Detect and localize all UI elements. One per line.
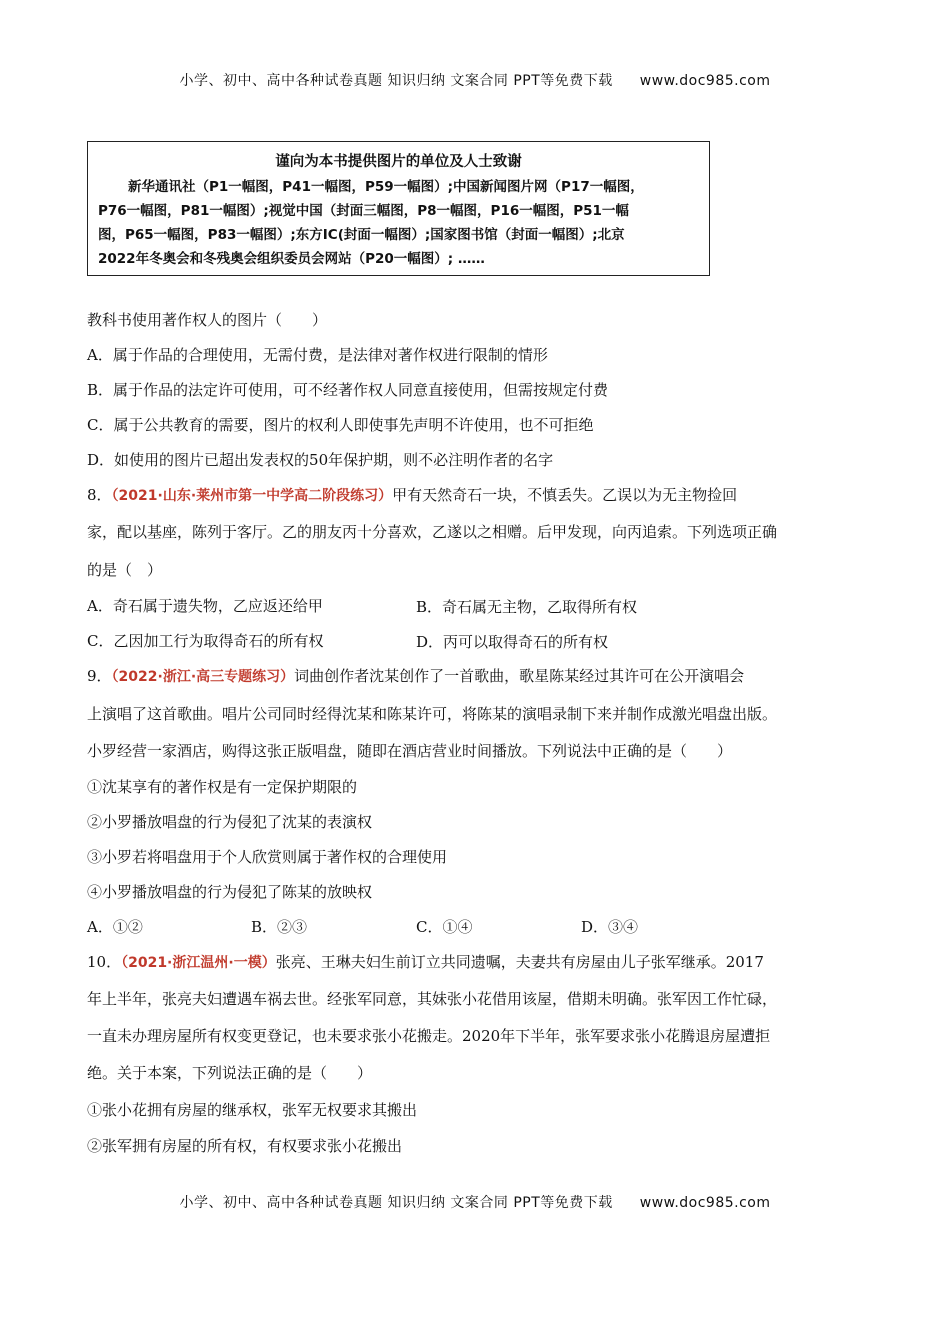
q10-stem-line1 [87, 952, 764, 973]
q8-option-b: B．奇石属无主物，乙取得所有权 [416, 598, 638, 616]
footer-url[interactable]: www.doc985.com [639, 1195, 771, 1211]
q9-number: 9． [87, 667, 112, 685]
q9-stem-line3: 小罗经营一家酒店，购得这张正版唱盘，随即在酒店营业时间播放。下列说法中正确的是（ ） [87, 742, 733, 760]
header-text: 小学、初中、高中各种试卷真题 知识归纳 文案合同 PPT等免费下载 [179, 73, 613, 89]
q9-stem-line2: 上演唱了这首歌曲。唱片公司同时经得沈某和陈某许可，将陈某的演唱录制下来并制作成激光唱盘出版。 [87, 705, 778, 723]
q8-option-d: D．丙可以取得奇石的所有权 [416, 633, 609, 651]
q10-stem-line4: 绝。关于本案，下列说法正确的是（ ） [87, 1064, 373, 1082]
q8-stem-line1 [87, 485, 737, 506]
q8-source: （2021·山东·莱州市第一中学高二阶段练习） [111, 488, 393, 504]
q9-option-c: C．①④ [416, 918, 473, 936]
q9-option-a: A．①② [87, 918, 143, 936]
q8-stem-text: 甲有天然奇石一块，不慎丢失。乙误以为无主物捡回 [392, 486, 738, 504]
page-header [0, 70, 950, 90]
credits-title: 谨向为本书提供图片的单位及人士致谢 [275, 154, 522, 170]
credits-line: 图，P65一幅图，P83一幅图）;东方IC(封面一幅图）;国家图书馆（封面一幅图）;北京 [98, 227, 625, 243]
page-footer [0, 1192, 950, 1212]
q10-stem-line2: 年上半年，张亮夫妇遭遇车祸去世。经张军同意，其妹张小花借用该屋，借期未明确。张军因工作忙碌， [87, 990, 778, 1008]
q9-stem-line1 [87, 666, 744, 687]
q10-number: 10． [87, 953, 122, 971]
q9-item-4: ④小罗播放唱盘的行为侵犯了陈某的放映权 [87, 883, 373, 901]
q10-stem-text: 张亮、王琳夫妇生前订立共同遗嘱，夫妻共有房屋由儿子张军继承。2017 [275, 953, 764, 971]
q8-option-a: A．奇石属于遗失物，乙应返还给甲 [87, 597, 323, 615]
q10-item-1: ①张小花拥有房屋的继承权，张军无权要求其搬出 [87, 1101, 418, 1119]
q7-option-d: D．如使用的图片已超出发表权的50年保护期，则不必注明作者的名字 [87, 451, 554, 469]
q9-stem-text: 词曲创作者沈某创作了一首歌曲，歌星陈某经过其许可在公开演唱会 [294, 667, 745, 685]
q9-item-1: ①沈某享有的著作权是有一定保护期限的 [87, 778, 358, 796]
q9-item-2: ②小罗播放唱盘的行为侵犯了沈某的表演权 [87, 813, 373, 831]
q9-option-d: D．③④ [581, 918, 639, 936]
credits-line: 新华通讯社（P1一幅图，P41一幅图，P59一幅图）;中国新闻图片网（P17一幅图， [128, 179, 644, 195]
q7-stem: 教科书使用著作权人的图片（ ） [87, 311, 328, 329]
q7-option-c: C．属于公共教育的需要，图片的权利人即使事先声明不许使用，也不可拒绝 [87, 416, 594, 434]
q7-option-a: A．属于作品的合理使用，无需付费，是法律对著作权进行限制的情形 [87, 346, 548, 364]
q7-option-b: B．属于作品的法定许可使用，可不经著作权人同意直接使用，但需按规定付费 [87, 381, 609, 399]
q8-number: 8． [87, 486, 112, 504]
credits-line: P76一幅图，P81一幅图）;视觉中国（封面三幅图，P8一幅图，P16一幅图，P51一幅 [98, 203, 629, 219]
q10-stem-line3: 一直未办理房屋所有权变更登记，也未要求张小花搬走。2020年下半年，张军要求张小花腾退房屋遭拒 [87, 1027, 771, 1045]
q9-source: （2022·浙江·高三专题练习） [111, 669, 295, 685]
image-credits-box [87, 141, 710, 276]
header-url[interactable]: www.doc985.com [639, 73, 771, 89]
footer-text: 小学、初中、高中各种试卷真题 知识归纳 文案合同 PPT等免费下载 [179, 1195, 613, 1211]
q8-stem-line2: 家，配以基座，陈列于客厅。乙的朋友丙十分喜欢，乙遂以之相赠。后甲发现，向丙追索。下列选项正确 [87, 523, 778, 541]
q8-stem-line3: 的是（ ） [87, 561, 163, 579]
q9-option-b: B．②③ [251, 918, 308, 936]
q8-option-c: C．乙因加工行为取得奇石的所有权 [87, 632, 324, 650]
q10-source: （2021·浙江温州·一模） [121, 955, 276, 971]
q10-item-2: ②张军拥有房屋的所有权，有权要求张小花搬出 [87, 1137, 403, 1155]
q9-item-3: ③小罗若将唱盘用于个人欣赏则属于著作权的合理使用 [87, 848, 448, 866]
credits-line: 2022年冬奥会和冬残奥会组织委员会网站（P20一幅图）; …… [98, 251, 485, 267]
